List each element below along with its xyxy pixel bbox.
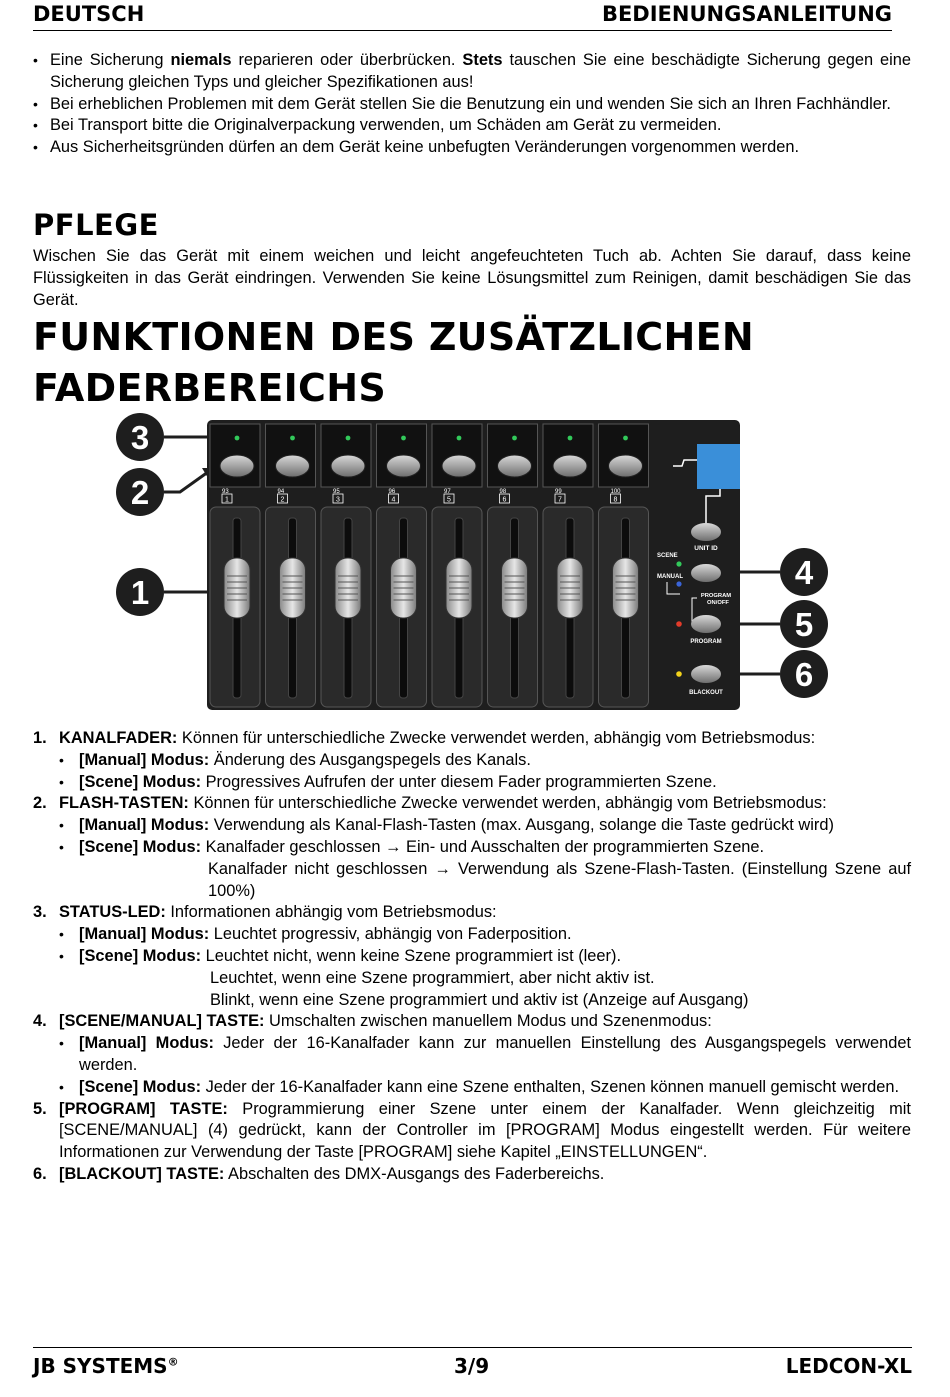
program-button[interactable] — [691, 615, 721, 633]
list-item: • [Scene] Modus: Leuchtet nicht, wenn keine Szene programmiert ist (leer). — [59, 946, 622, 965]
scene-label: SCENE — [657, 553, 678, 559]
blackout-button[interactable] — [691, 665, 721, 683]
status-led — [290, 436, 295, 441]
program-led — [676, 621, 682, 627]
footer-model: LEDCON-XL — [785, 1354, 912, 1378]
header-language: DEUTSCH — [33, 2, 145, 26]
channel-number-label: 99 — [555, 489, 562, 495]
fader-panel-figure — [112, 410, 847, 712]
continuation-line: Kanalfader nicht geschlossen → Verwendung als Szene-Flash-Tasten. (Einstellung Szene auf 100%) — [208, 859, 911, 900]
header-doc-type: BEDIENUNGSANLEITUNG — [601, 2, 892, 26]
status-led — [235, 436, 240, 441]
flash-button[interactable] — [331, 455, 365, 477]
scene-led — [676, 561, 681, 566]
callout-5-label: 5 — [794, 606, 814, 643]
footer-brand: JB SYSTEMS® — [33, 1354, 179, 1378]
flash-button[interactable] — [553, 455, 587, 477]
callout-2-label: 2 — [130, 474, 150, 511]
safety-bullet-list — [33, 50, 911, 159]
function-item-blackout: 6. [BLACKOUT] TASTE: Abschalten des DMX-Ausgangs des Faderbereichs. — [33, 1164, 605, 1183]
unit-id-button[interactable] — [691, 523, 721, 541]
list-item: • [Scene] Modus: Progressives Aufrufen der unter diesem Fader programmierten Szene. — [59, 772, 717, 791]
unit-id-label: UNIT ID — [694, 545, 718, 552]
channel-box-label: 3 — [336, 496, 340, 504]
channel-number-label: 93 — [222, 489, 229, 495]
flash-button[interactable] — [442, 455, 476, 477]
list-item: • [Manual] Modus: Änderung des Ausgangspegels des Kanals. — [59, 750, 531, 769]
continuation-line: Blinkt, wenn eine Szene programmiert und aktiv ist (Anzeige auf Ausgang) — [210, 990, 749, 1009]
list-item: • [Manual] Modus: Verwendung als Kanal-Flash-Tasten (max. Ausgang, solange die Taste gedrückt wird) — [59, 816, 834, 835]
flash-button[interactable] — [276, 455, 310, 477]
callout-2 — [116, 468, 214, 516]
function-item-flash-tasten: 2. FLASH-TASTEN: Können für unterschiedliche Zwecke verwendet werden, abhängig vom Betriebsmodus: — [33, 794, 827, 813]
bullet-dot: • — [33, 95, 38, 112]
footer-page-number: 3/9 — [454, 1354, 490, 1378]
program-onoff-label-1: PROGRAM — [700, 593, 732, 599]
list-item: • Eine Sicherung niemals reparieren oder überbrücken. Stets tauschen Sie eine beschädigte Sicherung gegen eine Sicherung gleichen Typs und gleicher Spezifikationen aus! — [33, 51, 911, 91]
status-led — [623, 436, 628, 441]
channel-box-label: 4 — [391, 496, 396, 504]
flash-button[interactable] — [498, 455, 532, 477]
list-item: • Bei Transport bitte die Originalverpackung verwenden, um Schäden am Gerät zu vermeiden. — [33, 115, 911, 137]
channel-box-label: 1 — [225, 496, 229, 504]
callout-4-label: 4 — [794, 554, 814, 591]
list-item: • [Manual] Modus: Jeder der 16-Kanalfader kann zur manuellen Einstellung des Ausgangspegels verwendet werden. — [59, 1034, 911, 1074]
flash-button[interactable] — [609, 455, 643, 477]
pflege-paragraph: Wischen Sie das Gerät mit einem weichen und leicht angefeuchteten Tuch ab. Achten Sie darauf, dass keine Flüssigkeiten in das Gerät eindringen. Verwenden Sie keine Lösungsmittel zum Reinigen, damit beschädigen Sie das Gerät. — [33, 247, 911, 309]
function-list — [33, 728, 911, 1186]
status-led — [401, 436, 406, 441]
list-item: • [Manual] Modus: Leuchtet progressiv, abhängig von Faderposition. — [59, 925, 572, 944]
manual-label: MANUAL — [657, 574, 683, 580]
channel-number-label: 97 — [444, 489, 451, 495]
channel-box-label: 6 — [502, 496, 507, 504]
channel-box-label: 5 — [447, 496, 451, 504]
scene-manual-button[interactable] — [691, 564, 721, 582]
list-item: • [Scene] Modus: Kanalfader geschlossen → Ein- und Ausschalten der programmierten Szene. — [59, 837, 765, 856]
flash-button[interactable] — [220, 455, 254, 477]
callout-6-label: 6 — [794, 656, 814, 693]
continuation-line: Leuchtet, wenn eine Szene programmiert, aber nicht aktiv ist. — [210, 968, 655, 987]
pflege-heading: PFLEGE — [33, 208, 159, 242]
channel-number-label: 96 — [388, 489, 396, 495]
list-item: • Bei erheblichen Problemen mit dem Gerät stellen Sie die Benutzung ein und wenden Sie sich an Ihren Fachhändler. — [33, 94, 911, 116]
callout-1-label: 1 — [130, 574, 150, 611]
program-label: PROGRAM — [690, 639, 722, 645]
page-header — [33, 0, 892, 31]
blackout-led — [676, 671, 682, 677]
list-item: • Aus Sicherheitsgründen dürfen an dem Gerät keine unbefugten Veränderungen vorgenommen werden. — [33, 137, 911, 159]
function-item-scene-manual: 4. [SCENE/MANUAL] TASTE: Umschalten zwischen manuellem Modus und Szenenmodus: — [33, 1012, 712, 1031]
function-item-kanalfader: 1. KANALFADER: Können für unterschiedliche Zwecke verwendet werden, abhängig vom Betriebsmodus: — [33, 729, 816, 747]
channel-number-label: 100 — [610, 489, 621, 495]
callout-3-label: 3 — [130, 419, 150, 456]
page-footer — [33, 1347, 912, 1388]
section-title-line-1: FUNKTIONEN DES ZUSÄTZLICHEN — [33, 315, 754, 359]
bullet-dot: • — [33, 139, 38, 156]
fader-panel-illustration — [112, 410, 847, 712]
channel-number-label: 94 — [277, 489, 285, 495]
program-onoff-label-2: ON/OFF — [707, 600, 729, 606]
channel-number-label: 98 — [499, 489, 507, 495]
channel-number-label: 95 — [333, 489, 340, 495]
blackout-label: BLACKOUT — [689, 690, 723, 696]
list-item: • [Scene] Modus: Jeder der 16-Kanalfader kann eine Szene enthalten, Szenen können manuell gemischt werden. — [59, 1077, 900, 1096]
channel-box-label: 7 — [558, 496, 562, 504]
status-led — [568, 436, 573, 441]
flash-button[interactable] — [387, 455, 421, 477]
manual-led — [676, 581, 681, 586]
bullet-dot: • — [33, 117, 38, 134]
function-item-status-led: 3. STATUS-LED: Informationen abhängig vom Betriebsmodus: — [33, 903, 497, 922]
function-item-program: 5. [PROGRAM] TASTE: Programmierung einer Szene unter einem der Kanalfader. Wenn gleichzeitig mit [SCENE/MANUAL] (4) gedrückt, kann der Controller im [PROGRAM] Modus eingestellt werden. Für weitere Informationen zur Verwendung der Taste [PROGRAM] siehe Kapitel „EINSTELLUNGEN“. — [33, 1099, 911, 1162]
status-led — [346, 436, 351, 441]
display-window — [697, 444, 740, 489]
section-title-line-2: FADERBEREICHS — [33, 366, 387, 410]
status-led — [457, 436, 462, 441]
status-led — [512, 436, 517, 441]
bullet-dot: • — [33, 52, 38, 68]
channel-box-label: 8 — [613, 496, 618, 504]
channel-box-label: 2 — [280, 496, 285, 504]
